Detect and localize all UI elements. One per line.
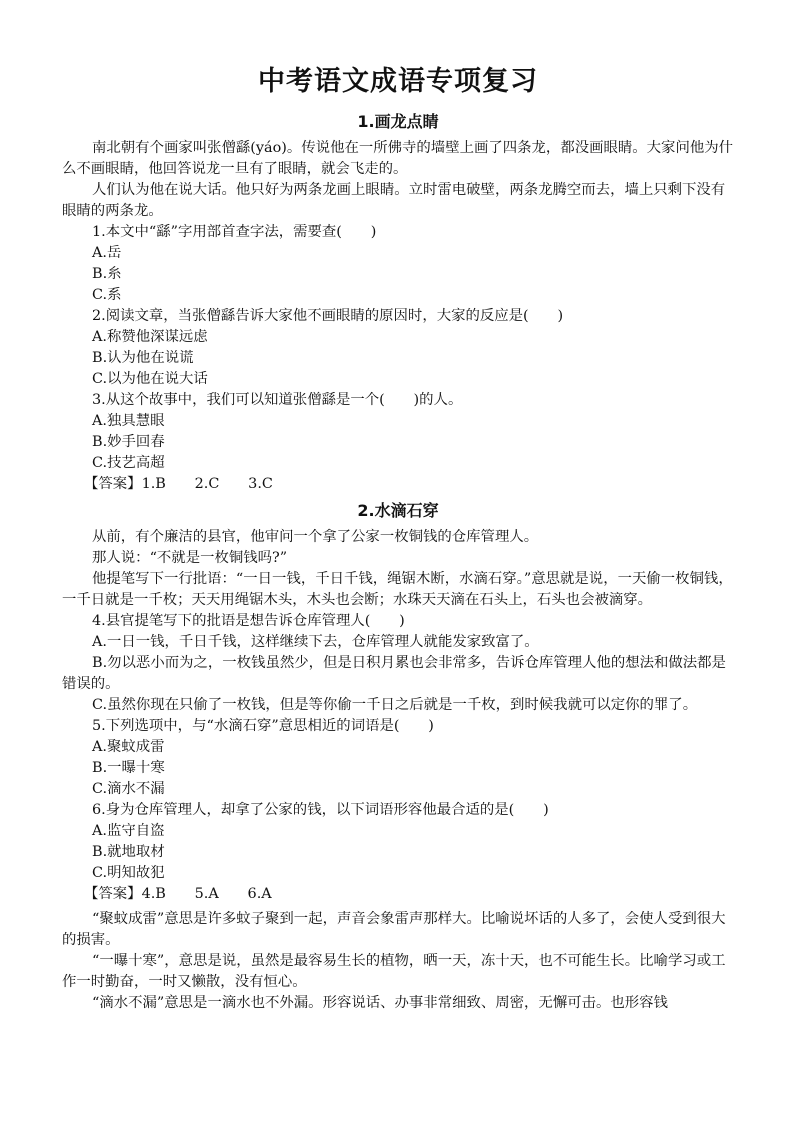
section-2-para-3: 他提笔写下一行批语：“一日一钱，千日千钱，绳锯木断，水滴石穿。”意思就是说，一天偷一枚铜钱，一千日就是一千枚；天天用绳锯木头，木头也会断；水珠天天滴在石头上，石头也会被滴穿。 <box>62 571 733 608</box>
section-2-heading: 2.水滴石穿 <box>357 501 439 520</box>
question-3-option-c: C.技艺高超 <box>92 455 165 471</box>
question-6-option-c: C.明知故犯 <box>92 865 165 881</box>
question-1: 1.本文中“繇”字用部首查字法，需要查( ) <box>92 224 377 240</box>
question-2-option-c: C.以为他在说大话 <box>92 371 208 387</box>
question-5-option-a: A.聚蚊成雷 <box>92 739 165 755</box>
question-4-option-c: C.虽然你现在只偷了一枚钱，但是等你偷一千日之后就是一千枚，到时候我就可以定你的罪了。 <box>92 697 698 713</box>
explanation-1: “聚蚊成雷”意思是许多蚊子聚到一起，声音会象雷声那样大。比喻说坏话的人多了，会使人受到很大的损害。 <box>62 911 726 948</box>
question-4: 4.县官提笔写下的批语是想告诉仓库管理人( ) <box>92 613 405 629</box>
section-2 <box>62 499 734 1014</box>
question-6-option-b: B.就地取材 <box>92 844 165 860</box>
question-6: 6.身为仓库管理人，却拿了公家的钱，以下词语形容他最合适的是( ) <box>92 802 549 818</box>
question-5: 5.下列选项中，与“水滴石穿”意思相近的词语是( ) <box>92 718 434 734</box>
section-2-para-2: 那人说：“不就是一枚铜钱吗?” <box>92 550 288 566</box>
section-1 <box>62 110 734 495</box>
section-1-heading: 1.画龙点睛 <box>357 112 439 131</box>
page-title: 中考语文成语专项复习 <box>258 66 538 97</box>
question-3-option-b: B.妙手回春 <box>92 434 165 450</box>
question-3-option-a: A.独具慧眼 <box>92 413 165 429</box>
question-4-option-b: B.勿以恶小而为之，一枚钱虽然少，但是日积月累也会非常多，告诉仓库管理人他的想法和做法都是错误的。 <box>62 655 726 692</box>
section-1-para-2: 人们认为他在说大话。他只好为两条龙画上眼睛。立时雷电破壁，两条龙腾空而去，墙上只剩下没有眼睛的两条龙。 <box>62 182 726 219</box>
question-4-option-a: A.一日一钱，千日千钱，这样继续下去，仓库管理人就能发家致富了。 <box>92 634 539 650</box>
section-1-answer: 【答案】1.B 2.C 3.C <box>84 476 273 492</box>
question-1-option-c: C.系 <box>92 287 122 303</box>
question-6-option-a: A.监守自盗 <box>92 823 165 839</box>
section-2-answer: 【答案】4.B 5.A 6.A <box>84 886 272 902</box>
section-2-para-1: 从前，有个廉洁的县官，他审问一个拿了公家一枚铜钱的仓库管理人。 <box>92 529 539 545</box>
question-5-option-c: C.滴水不漏 <box>92 781 165 797</box>
explanation-2: “一曝十寒”，意思是说，虽然是最容易生长的植物，晒一天，冻十天，也不可能生长。比喻学习或工作一时勤奋，一时又懒散，没有恒心。 <box>62 953 726 990</box>
explanation-3: “滴水不漏”意思是一滴水也不外漏。形容说话、办事非常细致、周密，无懈可击。也形容钱 <box>92 995 668 1011</box>
question-1-option-a: A.岳 <box>92 245 122 261</box>
section-1-para-1: 南北朝有个画家叫张僧繇(yáo)。传说他在一所佛寺的墙壁上画了四条龙，都没画眼睛。大家问他为什么不画眼睛，他回答说龙一旦有了眼睛，就会飞走的。 <box>62 140 734 177</box>
question-5-option-b: B.一曝十寒 <box>92 760 165 776</box>
question-2: 2.阅读文章，当张僧繇告诉大家他不画眼睛的原因时，大家的反应是( ) <box>92 308 564 324</box>
question-2-option-a: A.称赞他深谋远虑 <box>92 329 208 345</box>
document-page <box>62 64 734 1014</box>
question-2-option-b: B.认为他在说谎 <box>92 350 194 366</box>
question-1-option-b: B.糸 <box>92 266 122 282</box>
question-3: 3.从这个故事中，我们可以知道张僧繇是一个( )的人。 <box>92 392 463 408</box>
